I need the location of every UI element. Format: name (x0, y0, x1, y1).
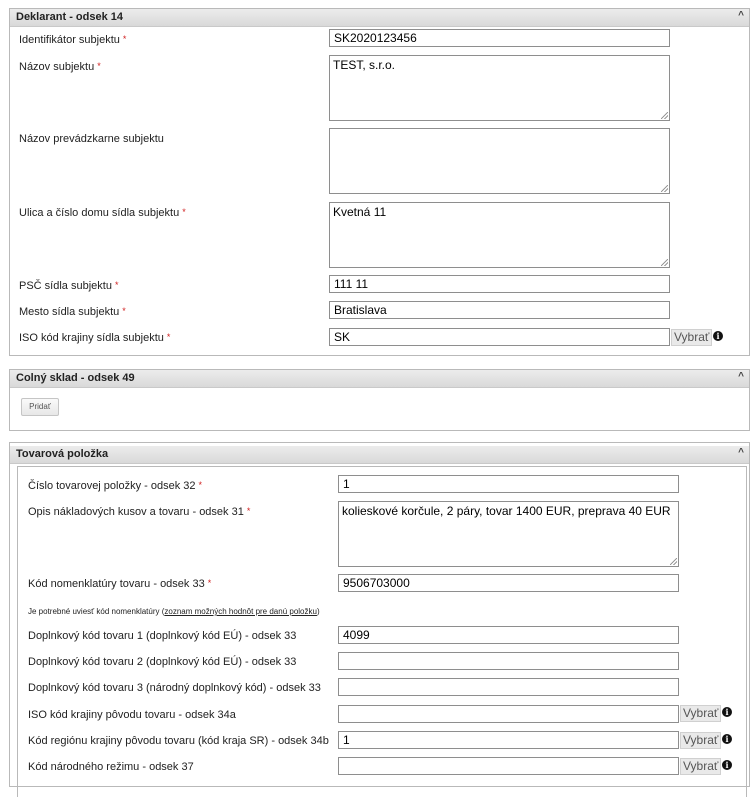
label-cislo-polozky: Číslo tovarovej položky - odsek 32 * (28, 480, 203, 492)
iso-krajiny-input[interactable]: SK (329, 328, 670, 346)
deklarant-panel (9, 8, 750, 356)
deklarant-header[interactable] (10, 9, 749, 27)
cislo-polozky-input[interactable]: 1 (338, 475, 679, 493)
label-doplnkovy-kod-2: Doplnkový kód tovaru 2 (doplnkový kód EÚ) - odsek 33 (28, 656, 297, 668)
colny-sklad-title: Colný sklad - odsek 49 (16, 372, 135, 384)
collapse-icon[interactable]: ^ (738, 10, 744, 21)
label-iso-krajiny: ISO kód krajiny sídla subjektu * (19, 332, 171, 344)
label-mesto: Mesto sídla subjektu * (19, 306, 126, 318)
label-kod-regionu: Kód regiónu krajiny pôvodu tovaru (kód kraja SR) - odsek 34b (28, 735, 329, 747)
colny-sklad-header[interactable] (10, 370, 749, 388)
resize-grip-icon[interactable] (670, 558, 677, 565)
required-marker: * (114, 280, 119, 290)
label-doplnkovy-kod-3: Doplnkový kód tovaru 3 (národný doplnkový kód) - odsek 33 (28, 682, 321, 694)
label-kod-narodneho-rezimu: Kód národného režimu - odsek 37 (28, 761, 194, 773)
doplnkovy-kod-3-input[interactable] (338, 678, 679, 696)
iso-krajiny-povodu-input[interactable] (338, 705, 679, 723)
label-nazov-prevadzkarne: Názov prevádzkarne subjektu (19, 133, 164, 145)
label-nazov-subjektu: Názov subjektu * (19, 61, 101, 73)
collapse-icon[interactable]: ^ (738, 447, 744, 458)
ulica-textarea[interactable] (329, 202, 670, 268)
doplnkovy-kod-2-input[interactable] (338, 652, 679, 670)
nomenklatura-note: Je potrebné uviesť kód nomenklatúry (zoznam možných hodnôt pre danú položku) (28, 607, 320, 616)
info-icon[interactable]: i (722, 707, 732, 717)
required-marker: * (246, 506, 251, 516)
required-marker: * (97, 61, 101, 71)
resize-grip-icon[interactable] (661, 185, 668, 192)
colny-sklad-panel (9, 369, 750, 431)
resize-grip-icon[interactable] (661, 112, 668, 119)
label-psc: PSČ sídla subjektu * (19, 280, 119, 292)
label-identifikator: Identifikátor subjektu * (19, 34, 127, 46)
info-icon[interactable]: i (722, 760, 732, 770)
label-iso-krajiny-povodu: ISO kód krajiny pôvodu tovaru - odsek 34a (28, 709, 236, 721)
required-marker: * (182, 207, 186, 217)
identifikator-subjektu-input[interactable]: SK2020123456 (329, 29, 670, 47)
doplnkovy-kod-1-input[interactable]: 4099 (338, 626, 679, 644)
label-ulica: Ulica a číslo domu sídla subjektu * (19, 207, 186, 219)
opis-tovaru-textarea[interactable] (338, 501, 679, 567)
ulica-value: Kvetná 11 (333, 205, 387, 219)
vybrat-button[interactable]: Vybrať (680, 758, 721, 775)
kod-nomenklatury-input[interactable]: 9506703000 (338, 574, 679, 592)
required-marker: * (122, 34, 127, 44)
nazov-subjektu-value: TEST, s.r.o. (333, 58, 396, 72)
required-marker: * (122, 306, 126, 316)
nazov-subjektu-textarea[interactable] (329, 55, 670, 121)
vybrat-button[interactable]: Vybrať (671, 329, 712, 346)
kod-narodneho-rezimu-input[interactable] (338, 757, 679, 775)
info-icon[interactable]: i (722, 734, 732, 744)
info-icon[interactable]: i (713, 331, 723, 341)
nomenklatura-list-link[interactable]: zoznam možných hodnôt pre danú položku (164, 607, 317, 616)
tovarova-polozka-inner (17, 466, 747, 797)
required-marker: * (166, 332, 171, 342)
label-doplnkovy-kod-1: Doplnkový kód tovaru 1 (doplnkový kód EÚ) - odsek 33 (28, 630, 297, 642)
pridat-button[interactable]: Pridať (21, 398, 59, 416)
resize-grip-icon[interactable] (661, 259, 668, 266)
tovarova-polozka-header[interactable] (10, 446, 749, 464)
required-marker: * (198, 480, 203, 490)
collapse-icon[interactable]: ^ (738, 371, 744, 382)
nazov-prevadzkarne-textarea[interactable] (329, 128, 670, 194)
tovarova-polozka-panel (9, 442, 750, 787)
required-marker: * (207, 578, 212, 588)
label-opis-tovaru: Opis nákladových kusov a tovaru - odsek 31 * (28, 506, 251, 518)
opis-tovaru-value: kolieskové korčule, 2 páry, tovar 1400 EUR, preprava 40 EUR (342, 504, 671, 518)
tovarova-polozka-title: Tovarová položka (16, 448, 109, 460)
vybrat-button[interactable]: Vybrať (680, 732, 721, 749)
kod-regionu-input[interactable]: 1 (338, 731, 679, 749)
mesto-input[interactable]: Bratislava (329, 301, 670, 319)
deklarant-title: Deklarant - odsek 14 (16, 11, 123, 23)
vybrat-button[interactable]: Vybrať (680, 705, 721, 722)
label-kod-nomenklatury: Kód nomenklatúry tovaru - odsek 33 * (28, 578, 212, 590)
psc-input[interactable]: 111 11 (329, 275, 670, 293)
